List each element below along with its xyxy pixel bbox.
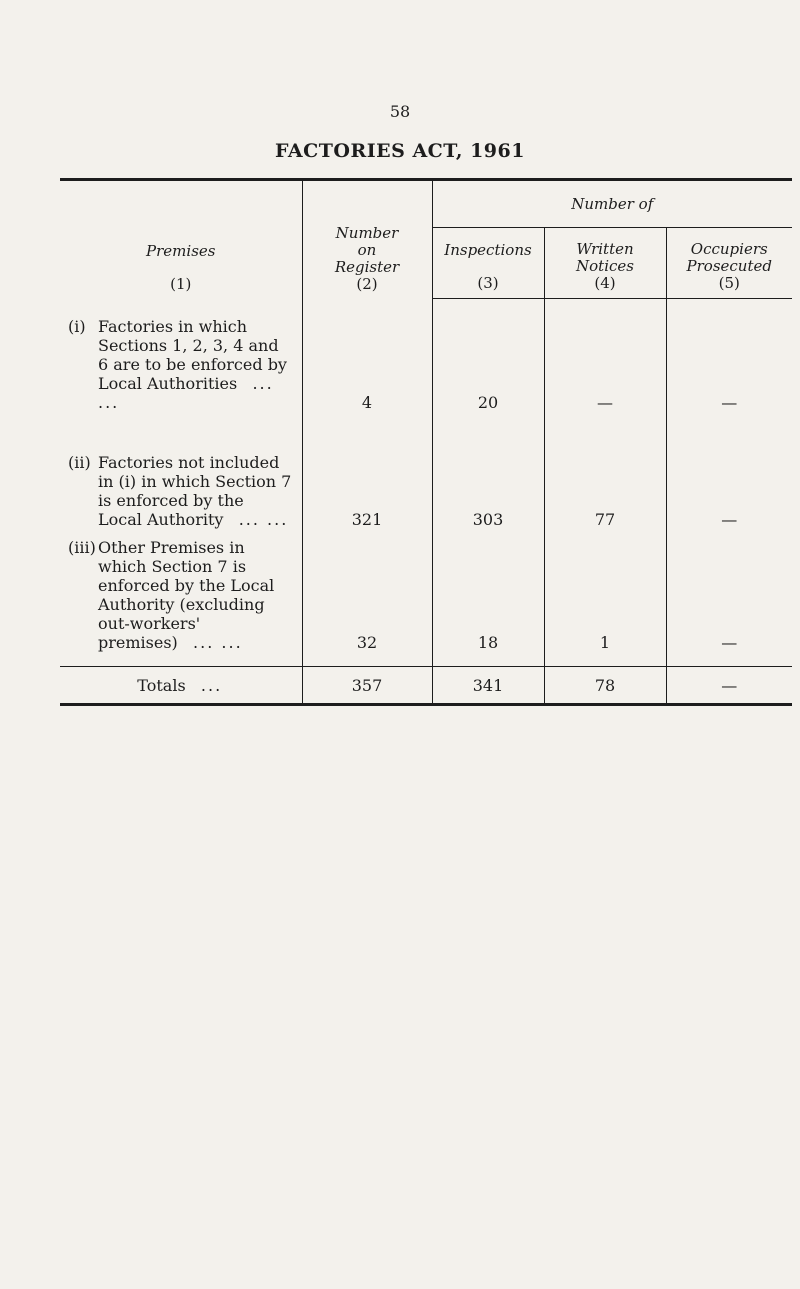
row-leader-dots: ... ... xyxy=(193,633,243,652)
row-inspections-value: 303 xyxy=(432,414,544,531)
header-inspections-number: (3) xyxy=(477,274,499,292)
header-register-label: Number on Register xyxy=(334,223,400,276)
totals-label-cell xyxy=(60,667,302,705)
totals-row xyxy=(60,667,792,705)
row-leader-dots: ... ... xyxy=(238,510,289,529)
row-written-notices-value: 1 xyxy=(544,531,666,667)
row-inspections-value: 20 xyxy=(432,299,544,415)
row-register-value: 32 xyxy=(302,531,432,667)
totals-register-value: 357 xyxy=(302,667,432,705)
factories-table xyxy=(60,178,792,706)
row-label: Other Premises in which Section 7 is enforced by the Local Authority (excluding out-workers' premises) xyxy=(98,538,275,652)
header-occupiers-prosecuted-label: Occupiers Prosecuted xyxy=(686,240,772,275)
header-premises-label: Premises xyxy=(146,241,216,260)
totals-written-notices-value: 78 xyxy=(544,667,666,705)
header-occupiers-prosecuted xyxy=(666,228,792,299)
row-written-notices-value: — xyxy=(544,299,666,415)
header-written-notices xyxy=(544,228,666,299)
row-index: (ii) xyxy=(68,453,91,472)
totals-prosecuted-value: — xyxy=(666,667,792,705)
row-inspections-value: 18 xyxy=(432,531,544,667)
table-row xyxy=(60,299,792,415)
row-prosecuted-value: — xyxy=(666,531,792,667)
totals-leader-dots: ... xyxy=(200,675,223,695)
row-premises-cell xyxy=(60,299,302,415)
header-register xyxy=(302,180,432,299)
header-written-notices-label: Written Notices xyxy=(576,240,634,275)
row-premises-cell xyxy=(60,414,302,531)
factories-table-container xyxy=(60,178,792,706)
row-prosecuted-value: — xyxy=(666,299,792,415)
row-written-notices-value: 77 xyxy=(544,414,666,531)
row-label: Factories not included in (i) in which Section 7 is enforced by the Local Authority xyxy=(98,453,292,529)
page-number: 58 xyxy=(389,102,411,121)
totals-inspections-value: 341 xyxy=(432,667,544,705)
table-row xyxy=(60,531,792,667)
header-register-number: (2) xyxy=(356,274,378,293)
row-index: (i) xyxy=(68,317,86,336)
table-row xyxy=(60,414,792,531)
header-inspections xyxy=(432,228,544,299)
row-premises-cell xyxy=(60,531,302,667)
row-index: (iii) xyxy=(68,538,96,557)
row-register-value: 4 xyxy=(302,299,432,415)
header-premises-number: (1) xyxy=(170,274,192,293)
header-number-of: Number of xyxy=(432,180,792,228)
header-occupiers-prosecuted-number: (5) xyxy=(718,274,740,292)
row-register-value: 321 xyxy=(302,414,432,531)
row-label: Factories in which Sections 1, 2, 3, 4 and 6 are to be enforced by Local Authorities xyxy=(98,317,287,393)
header-premises xyxy=(60,180,302,299)
header-inspections-label: Inspections xyxy=(444,241,532,259)
totals-label: Totals xyxy=(137,675,186,695)
row-prosecuted-value: — xyxy=(666,414,792,531)
row-leader-dots: ... ... xyxy=(98,374,274,412)
document-title: FACTORIES ACT, 1961 xyxy=(275,140,525,162)
header-written-notices-number: (4) xyxy=(594,274,616,292)
